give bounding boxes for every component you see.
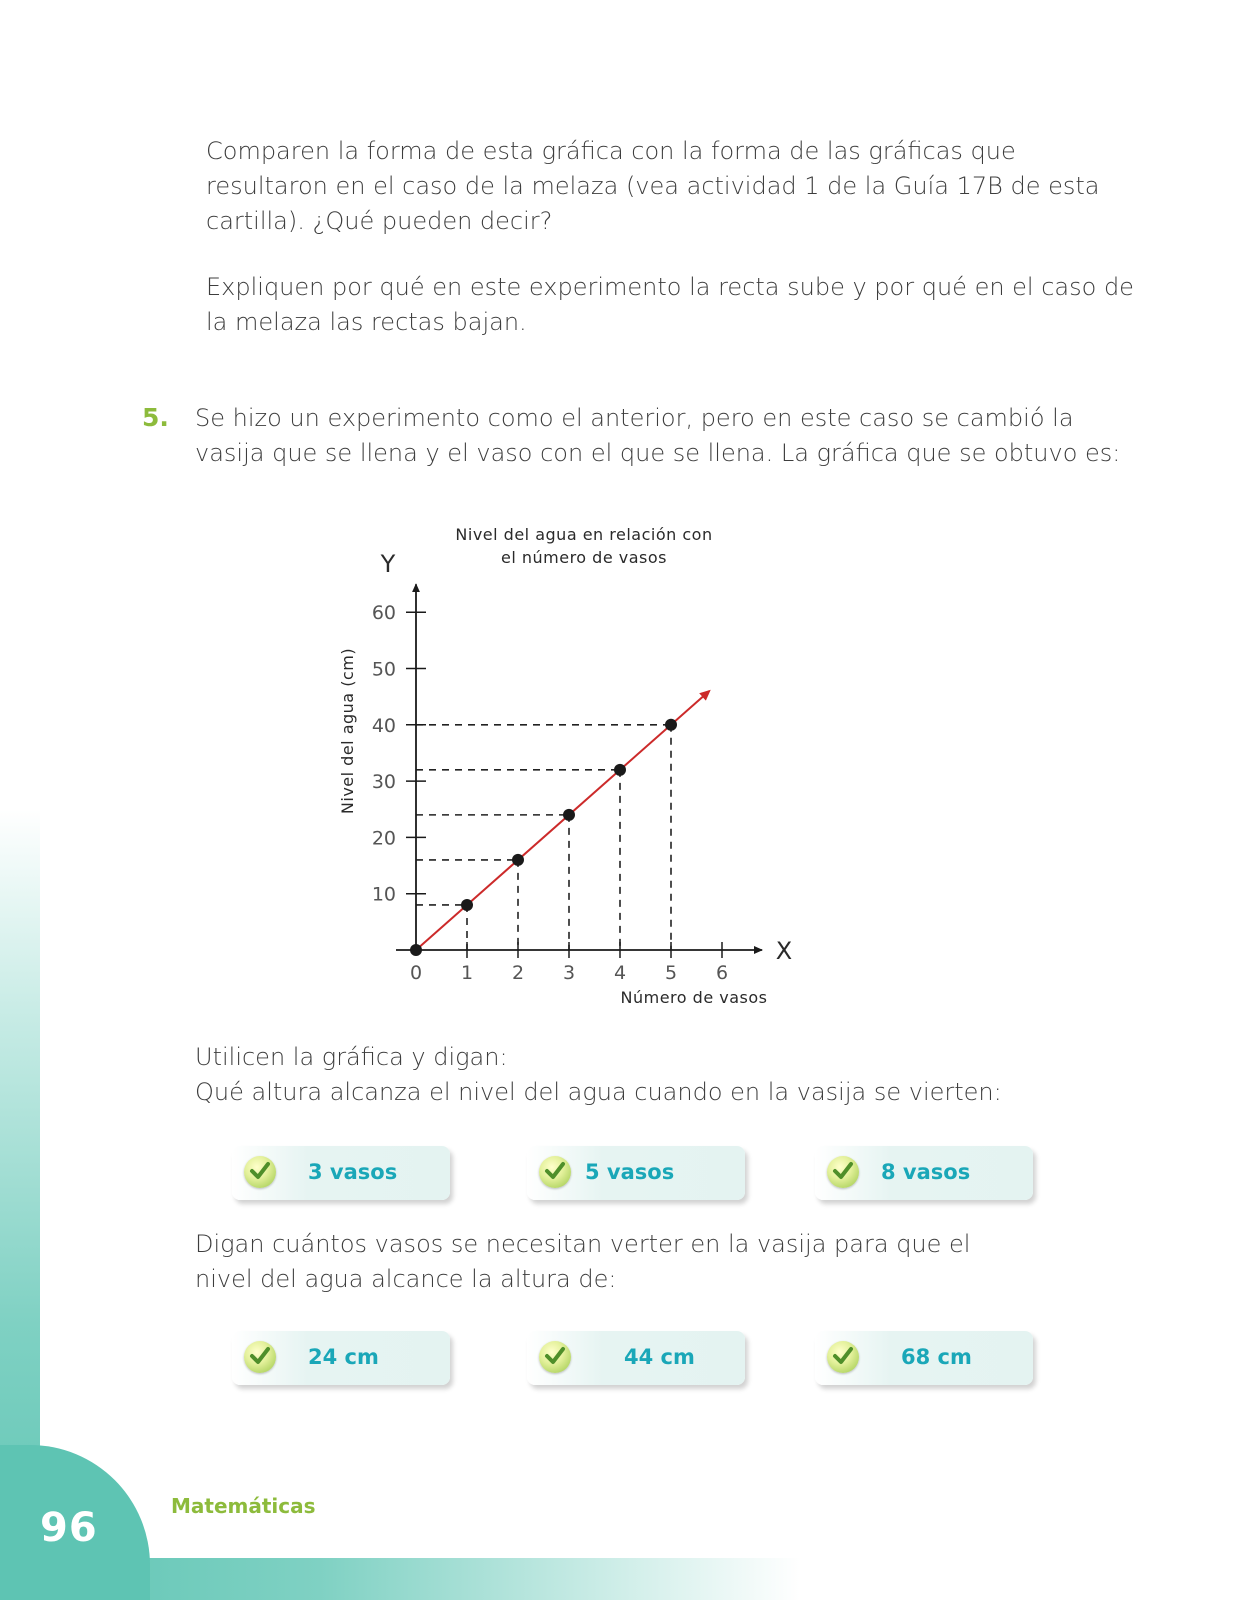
chart-series — [410, 691, 709, 956]
x-tick-label: 4 — [613, 962, 627, 984]
text-line: nivel del agua alcance la altura de: — [195, 1265, 617, 1293]
item-5-text — [195, 401, 1120, 471]
check-icon — [539, 1341, 571, 1373]
x-axis-letter: X — [775, 937, 793, 965]
answer-box-5-vasos[interactable] — [527, 1146, 745, 1200]
x-axis-label: Número de vasos — [620, 988, 768, 1007]
chart-title-line: Nivel del agua en relación con — [455, 525, 713, 544]
y-tick-label: 60 — [371, 602, 396, 625]
text-line: Qué altura alcanza el nivel del agua cuando en la vasija se vierten: — [195, 1078, 1002, 1106]
x-tick-label: 0 — [409, 962, 423, 984]
x-tick-label: 3 — [562, 962, 576, 984]
answer-label: 24 cm — [308, 1345, 379, 1369]
footer-subject: Matemáticas — [171, 1494, 316, 1518]
answer-box-24-cm[interactable] — [232, 1331, 450, 1385]
answer-label: 68 cm — [901, 1345, 972, 1369]
y-tick-label: 30 — [371, 771, 396, 794]
check-icon — [827, 1341, 859, 1373]
y-tick-label: 50 — [371, 658, 396, 681]
y-tick-label: 20 — [371, 827, 396, 850]
chart-title — [455, 525, 712, 567]
answer-box-44-cm[interactable] — [527, 1331, 745, 1385]
x-tick-label: 6 — [715, 962, 729, 984]
text-line: Utilicen la gráfica y digan: — [195, 1043, 508, 1071]
answer-label: 44 cm — [624, 1345, 695, 1369]
text-line: Comparen la forma de esta gráfica con la forma de las gráficas que — [206, 137, 1016, 165]
item-number: 5. — [142, 403, 169, 432]
text-line: Se hizo un experimento como el anterior, pero en este caso se cambió la — [195, 404, 1074, 432]
data-point — [665, 719, 677, 731]
check-icon — [244, 1156, 276, 1188]
answer-box-8-vasos[interactable] — [815, 1146, 1033, 1200]
chart-labels — [338, 550, 792, 1007]
question-2-text — [195, 1227, 970, 1297]
answer-box-68-cm[interactable] — [815, 1331, 1033, 1385]
page-number: 96 — [40, 1505, 98, 1551]
data-point — [461, 899, 473, 911]
data-point — [512, 854, 524, 866]
text-line: Expliquen por qué en este experimento la recta sube y por qué en el caso de — [206, 273, 1134, 301]
y-tick-label: 40 — [371, 714, 396, 737]
check-icon — [539, 1156, 571, 1188]
y-tick-label: 10 — [371, 883, 396, 906]
text-line: cartilla). ¿Qué pueden decir? — [206, 207, 553, 235]
x-tick-label: 1 — [460, 962, 474, 984]
data-point — [563, 809, 575, 821]
y-axis-letter: Y — [380, 550, 396, 578]
chart-title-line: el número de vasos — [500, 548, 668, 567]
x-tick-label: 5 — [664, 962, 678, 984]
paragraph-explain — [206, 270, 1134, 340]
text-line: Digan cuántos vasos se necesitan verter en la vasija para que el — [195, 1230, 971, 1258]
water-level-chart — [330, 520, 800, 1010]
x-tick-label: 2 — [511, 962, 525, 984]
data-point — [614, 764, 626, 776]
check-icon — [244, 1341, 276, 1373]
data-point — [410, 944, 422, 956]
chart-ticks — [372, 602, 728, 984]
question-1-text — [195, 1040, 1002, 1110]
text-line: la melaza las rectas bajan. — [206, 308, 527, 336]
paragraph-compare — [206, 134, 1100, 239]
answer-box-3-vasos[interactable] — [232, 1146, 450, 1200]
answer-label: 5 vasos — [585, 1160, 675, 1184]
data-line — [416, 691, 709, 950]
text-line: vasija que se llena y el vaso con el que se llena. La gráfica que se obtuvo es: — [195, 439, 1121, 467]
check-icon — [827, 1156, 859, 1188]
y-axis-label: Nivel del agua (cm) — [338, 647, 357, 815]
answer-label: 8 vasos — [881, 1160, 971, 1184]
answer-label: 3 vasos — [308, 1160, 398, 1184]
text-line: resultaron en el caso de la melaza (vea actividad 1 de la Guía 17B de esta — [206, 172, 1100, 200]
